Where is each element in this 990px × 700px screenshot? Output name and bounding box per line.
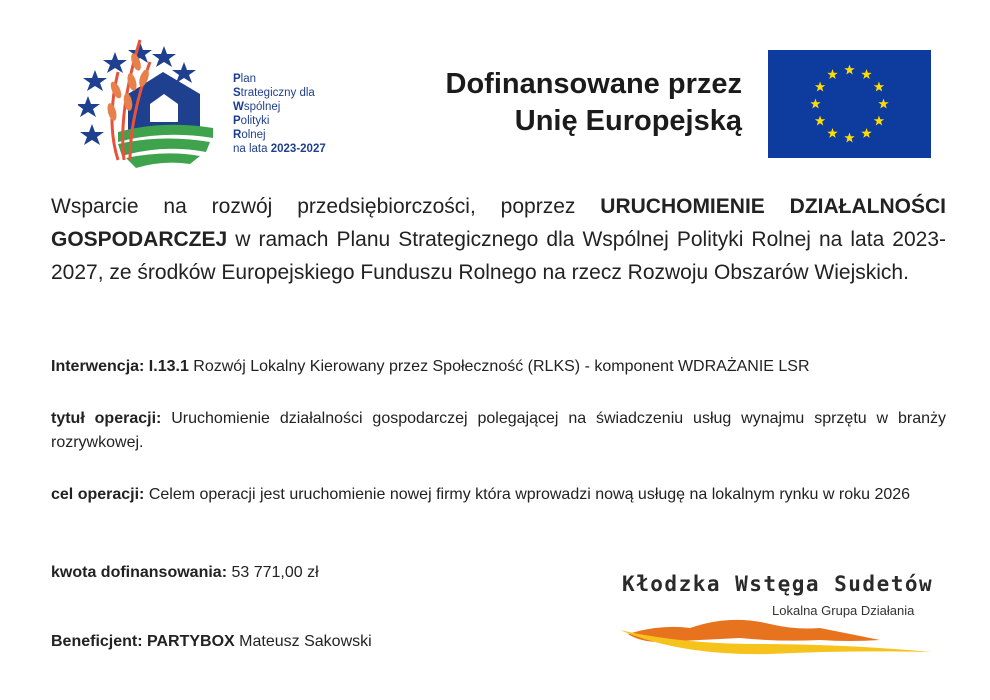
lgd-waves-icon (620, 610, 940, 662)
beneficjent-value: Mateusz Sakowski (234, 633, 372, 650)
eu-flag-icon (768, 50, 931, 158)
field-tytul-operacji (51, 407, 946, 455)
lgd-title: Kłodzka Wstęga Sudetów (622, 572, 934, 596)
field-interwencja (51, 355, 946, 379)
psp-line-2: Strategiczny dla (233, 87, 315, 99)
cel-label: cel operacji: (51, 486, 145, 503)
tytul-label: tytuł operacji: (51, 410, 162, 427)
beneficjent-label: Beneficjent: PARTYBOX (51, 633, 235, 650)
intro-bold: URUCHOMIENIE DZIAŁALNOŚCI GOSPODARCZEJ (51, 195, 946, 251)
funding-line-1: Dofinansowane przez (445, 68, 742, 100)
kwota-value: 53 771,00 zł (227, 564, 319, 581)
psp-line-4: Polityki (233, 115, 270, 127)
psp-logo-text (233, 72, 326, 156)
interwencja-value: Rozwój Lokalny Kierowany przez Społeczność (RLKS) - komponent WDRAŻANIE LSR (188, 358, 810, 375)
interwencja-label: Interwencja: I.13.1 (51, 358, 189, 375)
header (0, 0, 990, 180)
tytul-value: Uruchomienie działalności gospodarczej polegającej na świadczeniu usług wynajmu sprzętu w branży rozrywkowej. (51, 410, 947, 451)
intro-part-1: Wsparcie na rozwój przedsiębiorczości, poprzez (51, 195, 601, 218)
lgd-subtitle: Lokalna Grupa Działania (772, 603, 915, 618)
funding-line-2: Unię Europejską (514, 105, 742, 137)
intro-part-2: w ramach Planu Strategicznego dla Wspólnej Polityki Rolnej na lata 2023-2027, ze środków Europejskiego Funduszu Rolnego na rzecz Rozwoju Obszarów Wiejskich. (51, 228, 946, 284)
psp-line-1: Plan (233, 73, 257, 85)
psp-years-line: na lata 2023-2027 (233, 143, 326, 155)
kwota-label: kwota dofinansowania: (51, 564, 228, 581)
field-cel-operacji (51, 483, 946, 507)
psp-logo-icon (78, 32, 228, 172)
funding-heading (446, 66, 743, 140)
cel-value: Celem operacji jest uruchomienie nowej firmy która wprowadzi nową usługę na lokalnym rynku w roku 2026 (144, 486, 911, 503)
intro-paragraph (51, 190, 946, 289)
psp-line-5: Rolnej (233, 129, 266, 141)
psp-line-3: Wspólnej (233, 101, 281, 113)
